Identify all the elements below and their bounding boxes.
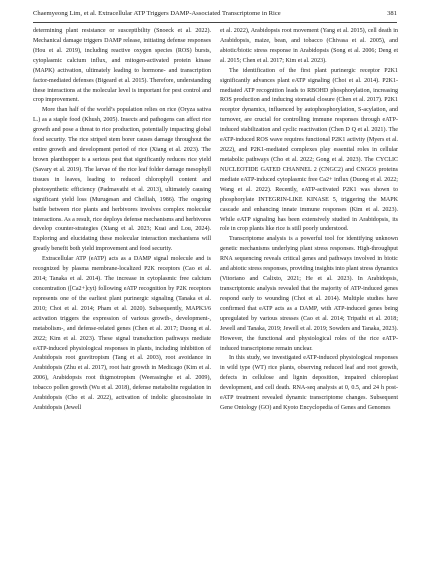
paragraph: Transcriptome analysis is a powerful tool for identifying unknown genetic mechanisms underlying plant stress responses. High-throughput RNA sequencing reveals critical genes and pathways involved in biotic and abiotic stress responses, providing insights into plant stress dynamics (Vitoriano and Calixto, 2021; He et al. 2023). In Arabidopsis, transcriptomic analysis revealed that the majority of ATP-induced genes respond early to wounding (Choi et al. 2014). Multiple studies have confirmed that eATP acts as a DAMP, with ATP-induced genes being upregulated by various stresses (Cao et al. 2014; Tripathi et al. 2018; Jewell and Tanaka, 2019; Jewell et al. 2019; Sowders and Tanaka, 2023). However, the functional and physiological roles of the rice eATP-induced transcriptome remain unclear. xyxy=(220,236,398,352)
paragraph: et al. 2022), Arabidopsis root movement (Yang et al. 2015), cell death in Arabidopsis, maize, bean, and tobacco (Chivasa et al. 2005), and abiotic/biotic stress response in Arabidopsis (Song et al. 2006; Deng et al. 2015; Chen et al. 2017; Kim et al. 2023). xyxy=(220,28,398,64)
right-column xyxy=(220,27,398,414)
paragraph: Extracellular ATP (eATP) acts as a DAMP signal molecule and is recognized by plasma membrane-localized P2K receptors (Cao et al. 2014; Tanaka et al. 2014). The increase in cytoplasmic free calcium concentration ([Ca2+]cyt) following eATP recognition by P2K receptors represents one of the earliest plant purinergic signaling (Tanaka et al. 2010; Choi et al. 2014; Pham et al. 2020). Subsequently, MAPK3/6 activation triggers the expression of various growth-, development-, metabolism-, and defense-related genes (Chen et al. 2017; Duong et al. 2022; Kim et al. 2023). These signal transduction pathways mediate eATP-induced physiological responses in plants, including inhibition of Arabidopsis root gravitropism (Tang et al. 2003), root avoidance in Arabidopsis (Zhu et al. 2017), root hair growth in Medicago (Kim et al. 2006), Arabidopsis root thigmotropism (Weerasinghe et al. 2009), tobacco pollen growth (Wu et al. 2018), defense metabolite regulation in Arabidopsis (Cho et al. 2022), activation of indolic glucosinolate in Arabidopsis (Jewell xyxy=(33,256,211,412)
paragraph: determining plant resistance or susceptibility (Snoeck et al. 2022). Mechanical damage triggers DAMP release, initiating defense responses (Hou et al. 2019), including reactive oxygen species (ROS) bursts, cytoplasmic calcium influx, and mitogen-activated protein kinase (MAPK) activation, ultimately leading to hormone- and transcription factor-mediated defenses (Bigeard et al. 2015). Therefore, understanding these interactions at the molecular level is important for pest control and crop improvement. xyxy=(33,28,211,104)
paragraph: More than half of the world’s population relies on rice (Oryza sativa L.) as a staple food (Khush, 2005). Insects and pathogens can affect rice growth and pose a threat to rice production, potentially impacting global food security. The rice striped stem borer causes damage throughout the entire growth and development period of rice (Xiang et al. 2023). The brown planthopper is a serious pest that significantly reduces rice yield (Savary et al. 2019). The larvae of the rice leaf folder damage mesophyll tissues in leaves, leading to reduced chlorophyll content and photosynthetic efficiency (Padmavathi et al. 2013), ultimately causing significant yield loss (Murugesan and Chelliah, 1986). The ongoing battle between rice plants and herbivores involves complex molecular interactions. As a result, rice deploys defense mechanisms and herbivores develop counter-strategies (Xiang et al. 2023; Kuai and Lou, 2024). Exploring and elucidating these molecular interaction mechanisms will greatly benefit both yield improvement and food security. xyxy=(33,107,211,253)
running-header xyxy=(33,10,397,18)
left-column xyxy=(33,27,211,414)
page-number: 381 xyxy=(387,10,397,17)
header-rule xyxy=(33,22,397,23)
running-title: Chaemyeong Lim, et al. Extracellular ATP Triggers DAMP-Associated Transcriptome in Rice xyxy=(33,10,281,17)
paragraph: The identification of the first plant purinergic receptor P2K1 significantly advances plant eATP signaling (Choi et al. 2014). P2K1-mediated ATP recognition leads to RBOHD phosphorylation, increasing ROS production and inducing stomatal closure (Chen et al. 2017). P2K1 receptor dynamics, influenced by autophosphorylation, S-acylation, and turnover, are crucial for controlling immune responses through eATP-induced stabilization and cyclic reactivation (Chen D Q et al. 2021). The eATP-induced ROS wave requires functional P2K1 activity (Myers et al. 2022), and P2K1-mediated complexes play essential roles in cellular metabolic pathways (Cho et al. 2022; Gong et al. 2023). The CYCLIC NUCLEOTIDE GATED CHANNEL 2 (CNGC2) and CNGC6 proteins mediate eATP-induced cytoplasmic free Ca2+ influx (Duong et al. 2022; Wang et al. 2022). Recently, eATP-activated P2K1 was shown to phosphorylate INTEGRIN-LIKE KINASE 5, triggering the MAPK cascade and enhancing innate immune responses (Kim et al. 2023). While eATP signaling has been extensively studied in Arabidopsis, its role in crop plants like rice is still poorly understood. xyxy=(220,67,398,233)
paragraph: In this study, we investigated eATP-induced physiological responses in wild type (WT) rice plants, observing reduced leaf and root growth, defects in cellulose and lignin deposition, impaired chloroplast development, and cell death. RNA-seq analysis at 0, 0.5, and 24 h post-eATP treatment revealed dynamic transcriptome changes. Subsequent Gene Ontology (GO) and Kyoto Encyclopedia of Genes and Genomes xyxy=(220,355,398,412)
